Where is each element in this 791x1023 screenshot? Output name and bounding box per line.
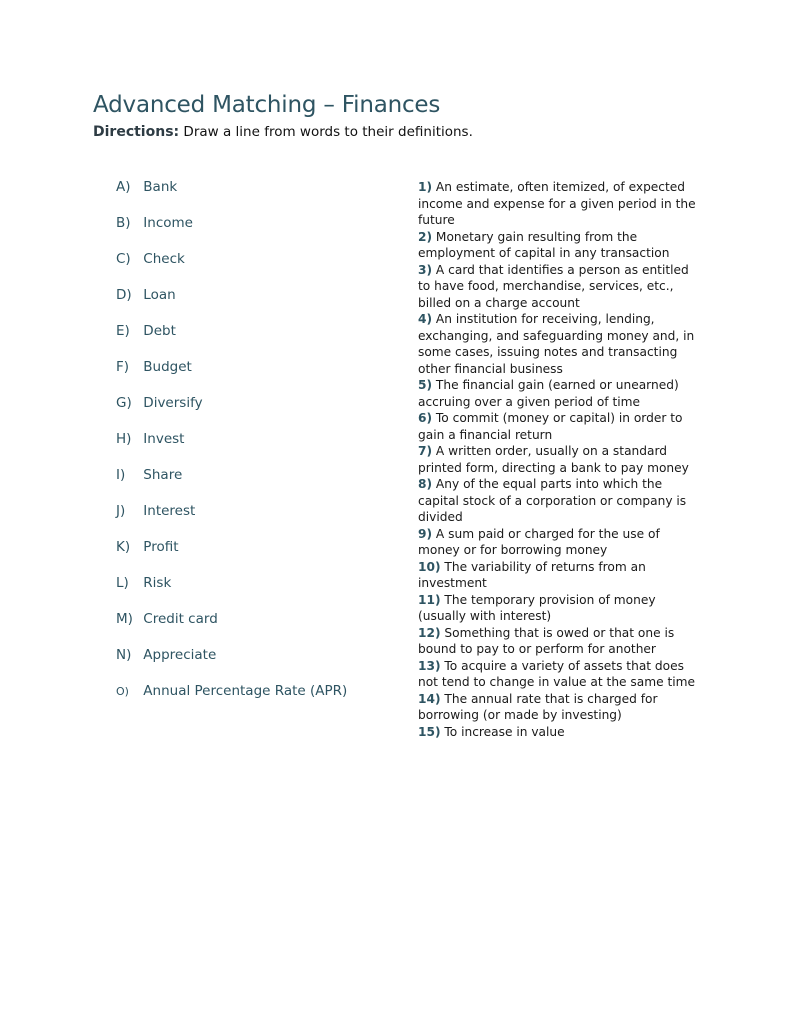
word-letter: G) [116,395,132,411]
word-item [116,287,376,323]
directions-text: Draw a line from words to their definitions. [179,124,473,140]
definition-number: 1) [418,180,433,194]
definition-text: To commit (money or capital) in order to gain a financial return [418,411,683,442]
word-term: Risk [143,575,172,591]
word-item [116,647,376,683]
word-term: Interest [143,503,196,519]
word-term: Annual Percentage Rate (APR) [143,683,348,699]
word-letter: O) [116,685,129,698]
definition-number: 2) [418,229,433,244]
definition-number: 13) [418,658,441,673]
word-letter: K) [116,539,131,555]
word-item [116,539,376,575]
word-item [116,503,376,539]
word-term: Loan [143,287,176,303]
word-term: Check [143,251,185,267]
directions-label: Directions: [93,124,180,140]
word-letter: J) [116,503,126,519]
definition-text: An institution for receiving, lending, exchanging, and safeguarding money and, in some cases, issuing notes and transacting other financial business [418,312,695,376]
definition-number: 5) [418,378,433,392]
word-letter: H) [116,431,132,447]
definition-item [418,410,703,443]
word-list [116,179,376,719]
word-letter: L) [116,575,129,591]
word-term: Diversify [143,395,203,411]
page-title: Advanced Matching – Finances [93,92,441,118]
word-item [116,395,376,431]
definition-text: A card that identifies a person as entitled to have food, merchandise, services, etc., billed on a charge account [418,262,689,310]
definition-number: 6) [418,411,433,425]
definition-number: 12) [418,625,441,640]
definition-number: 3) [418,262,433,277]
word-term: Bank [143,179,178,195]
definition-text: A sum paid or charged for the use of money or for borrowing money [418,526,660,557]
word-letter: I) [116,467,126,483]
definition-item [418,443,703,476]
definition-item [418,262,703,312]
word-item [116,683,376,719]
definition-item [418,311,703,377]
word-term: Income [143,215,193,231]
word-item [116,251,376,287]
definition-text: Any of the equal parts into which the capital stock of a corporation or company is divided [418,477,687,524]
definition-item [418,377,703,410]
word-item [116,431,376,467]
definition-text: To acquire a variety of assets that does not tend to change in value at the same time [418,658,696,689]
word-letter: D) [116,287,132,303]
word-item [116,575,376,611]
word-item [116,323,376,359]
definition-number: 11) [418,592,441,607]
directions [93,124,473,140]
definition-number: 8) [418,477,433,491]
definition-text: An estimate, often itemized, of expected income and expense for a given period in the future [418,180,696,227]
definition-number: 15) [418,724,441,739]
definition-number: 7) [418,444,433,458]
definition-number: 4) [418,312,433,326]
word-item [116,359,376,395]
definition-text: The annual rate that is charged for borrowing (or made by investing) [418,691,658,722]
definition-text: Something that is owed or that one is bound to pay to or perform for another [418,625,675,656]
word-item [116,467,376,503]
definition-text: Monetary gain resulting from the employment of capital in any transaction [418,229,670,260]
word-term: Profit [143,539,179,555]
word-letter: A) [116,179,131,195]
word-term: Share [143,467,183,483]
word-letter: F) [116,359,130,375]
definition-text: To increase in value [440,724,565,739]
definition-number: 14) [418,691,441,706]
definition-item [418,625,703,658]
word-term: Debt [143,323,176,339]
word-letter: B) [116,215,131,231]
word-item [116,611,376,647]
definition-number: 10) [418,559,441,574]
definition-text: A written order, usually on a standard printed form, directing a bank to pay money [418,444,689,475]
definition-text: The financial gain (earned or unearned) accruing over a given period of time [418,378,679,409]
definition-item [418,229,703,262]
word-term: Appreciate [143,647,217,663]
word-item [116,179,376,215]
definition-item [418,691,703,724]
word-term: Invest [143,431,185,447]
definition-item [418,724,703,741]
definition-list [418,179,703,740]
definition-text: The temporary provision of money (usually with interest) [418,592,656,623]
word-letter: N) [116,647,132,663]
word-letter: E) [116,323,130,339]
word-term: Budget [143,359,192,375]
definition-item [418,592,703,625]
definition-item [418,476,703,526]
definition-item [418,658,703,691]
definition-text: The variability of returns from an investment [418,559,646,590]
word-letter: M) [116,611,133,627]
word-letter: C) [116,251,131,267]
definition-item [418,179,703,229]
definition-item [418,526,703,559]
word-item [116,215,376,251]
word-term: Credit card [143,611,218,627]
definition-item [418,559,703,592]
definition-number: 9) [418,526,433,541]
